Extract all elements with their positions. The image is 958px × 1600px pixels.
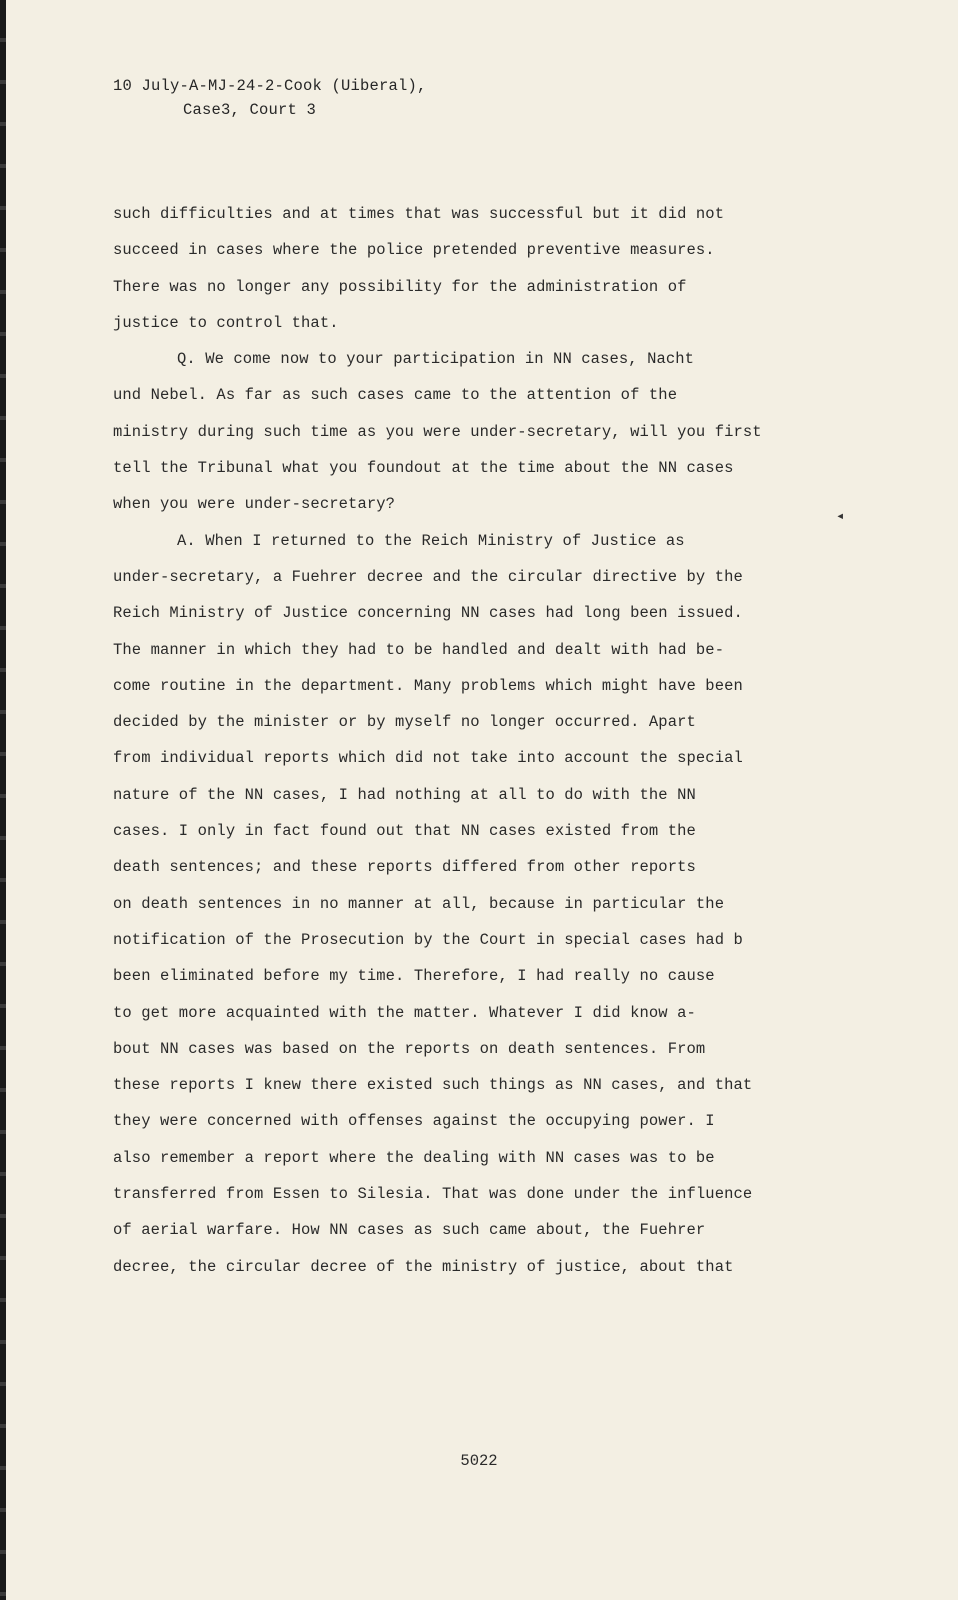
- text-line: cases. I only in fact found out that NN cases existed from the: [113, 822, 696, 841]
- text-line: from individual reports which did not take into account the special: [113, 749, 743, 768]
- text-line: been eliminated before my time. Therefore, I had really no cause: [113, 967, 715, 986]
- text-line: on death sentences in no manner at all, because in particular the: [113, 894, 725, 913]
- text-line: decree, the circular decree of the ministry of justice, about that: [113, 1257, 734, 1276]
- text-line: under-secretary, a Fuehrer decree and the circular directive by the: [113, 567, 743, 586]
- text-line: when you were under-secretary?: [113, 495, 396, 514]
- answer-line: A. When I returned to the Reich Ministry of Justice as: [177, 531, 685, 550]
- document-header: [113, 74, 427, 122]
- text-line: decided by the minister or by myself no longer occurred. Apart: [113, 713, 696, 732]
- text-line: to get more acquainted with the matter. Whatever I did know a-: [113, 1003, 696, 1022]
- header-line-2: Case3, Court 3: [183, 101, 317, 119]
- text-line: transferred from Essen to Silesia. That was done under the influence: [113, 1185, 753, 1204]
- question-line: Q. We come now to your participation in NN cases, Nacht: [177, 350, 695, 369]
- text-line: The manner in which they had to be handled and dealt with had be-: [113, 640, 725, 659]
- text-line: There was no longer any possibility for the administration of: [113, 277, 687, 296]
- text-line: death sentences; and these reports differed from other reports: [113, 858, 696, 877]
- text-line: these reports I knew there existed such things as NN cases, and that: [113, 1076, 753, 1095]
- text-line: justice to control that.: [113, 313, 339, 332]
- text-line: also remember a report where the dealing with NN cases was to be: [113, 1148, 715, 1167]
- margin-mark-icon: ◂: [836, 509, 845, 525]
- text-line: Reich Ministry of Justice concerning NN cases had long been issued.: [113, 604, 743, 623]
- text-line: nature of the NN cases, I had nothing at all to do with the NN: [113, 785, 696, 804]
- text-line: bout NN cases was based on the reports on death sentences. From: [113, 1039, 706, 1058]
- text-line: of aerial warfare. How NN cases as such came about, the Fuehrer: [113, 1221, 706, 1240]
- header-line-1: 10 July-A-MJ-24-2-Cook (Uiberal),: [113, 77, 427, 95]
- text-line: succeed in cases where the police pretended preventive measures.: [113, 241, 715, 260]
- page-number: 5022: [460, 1452, 498, 1470]
- text-line: come routine in the department. Many problems which might have been: [113, 676, 743, 695]
- transcript-body: [113, 196, 833, 1285]
- text-line: ministry during such time as you were under-secretary, will you first: [113, 422, 762, 441]
- text-line: such difficulties and at times that was successful but it did not: [113, 205, 725, 223]
- text-line: notification of the Prosecution by the Court in special cases had b: [113, 930, 743, 949]
- text-line: tell the Tribunal what you foundout at the time about the NN cases: [113, 459, 734, 478]
- text-line: they were concerned with offenses against the occupying power. I: [113, 1112, 715, 1131]
- text-line: und Nebel. As far as such cases came to the attention of the: [113, 386, 678, 405]
